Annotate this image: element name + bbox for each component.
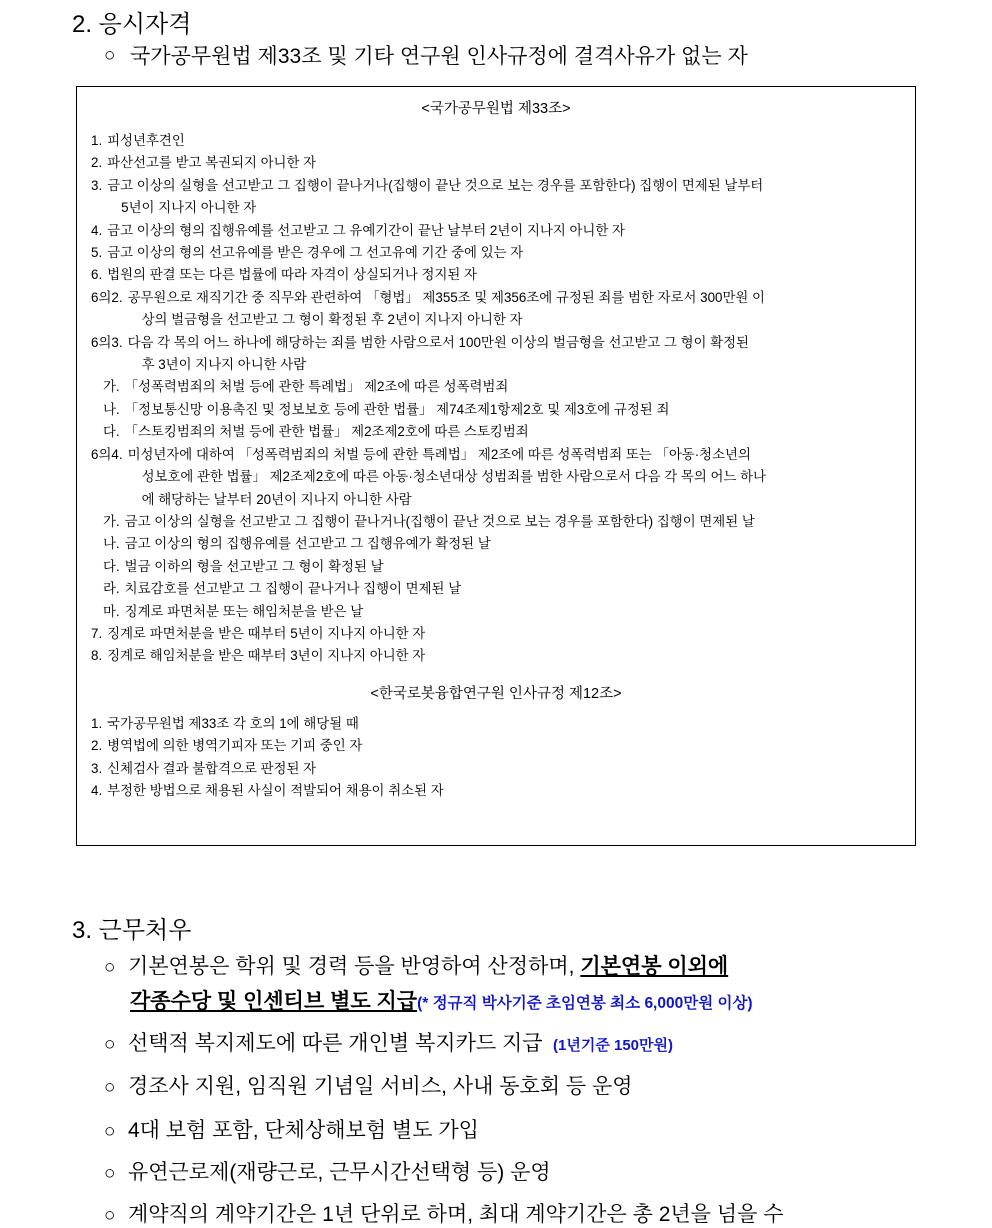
law-item bbox=[91, 220, 901, 242]
law-item-number: 4. bbox=[91, 782, 103, 798]
treatment-item-3-text: 경조사 지원, 임직원 기념일 서비스, 사내 동호회 등 운영 bbox=[127, 1075, 633, 1098]
law-item-text: 「정보통신망 이용촉진 및 정보보호 등에 관한 법률」 제74조제1항제2호 및 제3호에 규정된 죄 bbox=[124, 401, 670, 417]
law-item bbox=[91, 242, 901, 264]
law-item-text: 국가공무원법 제33조 각 호의 1에 해당될 때 bbox=[107, 715, 359, 731]
law-item-number: 1. bbox=[91, 715, 103, 731]
law-item-continuation: 상의 벌금형을 선고받고 그 형이 확정된 후 2년이 지나지 아니한 자 bbox=[141, 312, 523, 328]
treatment-item-1-line2 bbox=[130, 985, 753, 1015]
treatment-item-2-text: 선택적 복지제도에 따른 개인별 복지카드 지급 bbox=[127, 1032, 543, 1055]
law-item-number: 라. bbox=[103, 581, 120, 597]
law-item-text: 피성년후견인 bbox=[107, 133, 185, 148]
law-item-number: 6의4. bbox=[91, 446, 123, 462]
law-item-number: 6의3. bbox=[91, 334, 123, 350]
law-item-number: 8. bbox=[91, 648, 103, 664]
law-item-text: 「스토킹범죄의 처벌 등에 관한 법률」 제2조제2호에 따른 스토킹범죄 bbox=[124, 424, 529, 440]
law-item-text bbox=[128, 332, 901, 377]
law-item-text: 병역법에 의한 병역기피자 또는 기피 중인 자 bbox=[107, 738, 363, 754]
law-item-continuation-2: 에 해당하는 날부터 20년이 지나지 아니한 사람 bbox=[141, 491, 412, 507]
bullet-circle-icon: ○ bbox=[104, 45, 116, 66]
treatment-item-4 bbox=[104, 1114, 479, 1144]
bullet-circle-icon: ○ bbox=[104, 1163, 116, 1184]
law-item bbox=[91, 376, 901, 398]
law-item bbox=[91, 130, 901, 152]
law-item-continuation: 성보호에 관한 법률」 제2조제2호에 따른 아동·청소년대상 성범죄를 범한 사람으로서 다음 각 목의 어느 하나 bbox=[141, 469, 766, 485]
law-item-number: 가. bbox=[103, 379, 120, 395]
law-item-text: 치료감호를 선고받고 그 집행이 끝나거나 집행이 면제된 날 bbox=[124, 581, 462, 597]
law-item-text: 「성폭력범죄의 처벌 등에 관한 특례법」 제2조에 따른 성폭력범죄 bbox=[124, 379, 509, 395]
qualification-bullet-text: 국가공무원법 제33조 및 기타 연구원 인사규정에 결격사유가 없는 자 bbox=[130, 45, 748, 68]
law-item bbox=[91, 556, 901, 578]
law-item bbox=[91, 713, 901, 735]
law-item-number: 4. bbox=[91, 222, 103, 238]
law-box-title-1: <국가공무원법 제33조> bbox=[421, 101, 571, 117]
law-item-number: 마. bbox=[103, 603, 120, 619]
bullet-circle-icon: ○ bbox=[104, 1205, 116, 1226]
law-item-text bbox=[107, 175, 901, 220]
law-item bbox=[91, 601, 901, 623]
law-item-text: 신체검사 결과 불합격으로 판정된 자 bbox=[107, 760, 317, 776]
law-item bbox=[91, 511, 901, 533]
law-reference-box bbox=[76, 86, 916, 846]
law-item-number: 나. bbox=[103, 536, 120, 552]
law-item-number: 2. bbox=[91, 738, 103, 754]
law-item bbox=[91, 264, 901, 286]
treatment-item-1-bold: 기본연봉 이외에 bbox=[580, 955, 729, 978]
law-item bbox=[91, 780, 901, 802]
law-item-number: 6의2. bbox=[91, 289, 123, 305]
law-item-number: 1. bbox=[91, 133, 103, 148]
bullet-circle-icon: ○ bbox=[104, 957, 116, 978]
law-item bbox=[91, 399, 901, 421]
law-item-number: 6. bbox=[91, 267, 103, 283]
law-box-title-2: <한국로봇융합연구원 인사규정 제12조> bbox=[370, 685, 622, 702]
law-item-text: 징계로 파면처분 또는 해임처분을 받은 날 bbox=[124, 603, 364, 619]
law-item bbox=[91, 444, 901, 511]
law-item-text: 징계로 해임처분을 받은 때부터 3년이 지나지 아니한 자 bbox=[107, 648, 426, 664]
bullet-circle-icon: ○ bbox=[104, 1077, 116, 1098]
law-item bbox=[91, 421, 901, 443]
section-heading-treatment: 3. 근무처우 bbox=[72, 917, 192, 944]
law-item bbox=[91, 533, 901, 555]
law-item-text: 금고 이상의 형의 집행유예를 선고받고 그 집행유예가 확정된 날 bbox=[124, 536, 491, 552]
law-item-number: 다. bbox=[103, 424, 120, 440]
law-item-line: 미성년자에 대하여 「성폭력범죄의 처벌 등에 관한 특례법」 제2조에 따른 성폭력범죄 또는 「아동·청소년의 bbox=[127, 446, 751, 462]
treatment-item-5-text: 유연근로제(재량근로, 근무시간선택형 등) 운영 bbox=[127, 1161, 551, 1184]
law-item-number: 7. bbox=[91, 625, 103, 641]
law-item-number: 3. bbox=[91, 177, 103, 193]
law-item-continuation: 5년이 지나지 아니한 자 bbox=[121, 200, 257, 216]
treatment-item-3 bbox=[104, 1070, 633, 1100]
law-item bbox=[91, 735, 901, 757]
law-item bbox=[91, 578, 901, 600]
law-item-text: 법원의 판결 또는 다른 법률에 따라 자격이 상실되거나 정지된 자 bbox=[107, 267, 477, 283]
law-item-number: 3. bbox=[91, 760, 103, 776]
law-item-text: 금고 이상의 실형을 선고받고 그 집행이 끝나거나(집행이 끝난 것으로 보는 경우를 포함한다) 집행이 면제된 날 bbox=[124, 513, 755, 529]
law-item bbox=[91, 332, 901, 377]
law-item bbox=[91, 287, 901, 332]
law-item-text: 금고 이상의 형의 선고유예를 받은 경우에 그 선고유예 기간 중에 있는 자 bbox=[107, 245, 524, 261]
law-item-number: 다. bbox=[103, 558, 120, 574]
treatment-item-4-text: 4대 보험 포함, 단체상해보험 별도 가입 bbox=[127, 1119, 479, 1142]
section-heading-qualification: 2. 응시자격 bbox=[72, 11, 192, 38]
law-item-continuation: 후 3년이 지나지 아니한 사람 bbox=[141, 357, 307, 373]
law-item-text: 금고 이상의 형의 집행유예를 선고받고 그 유예기간이 끝난 날부터 2년이 지나지 아니한 자 bbox=[107, 222, 625, 238]
treatment-item-1 bbox=[104, 950, 728, 980]
law-item bbox=[91, 175, 901, 220]
law-item bbox=[91, 623, 901, 645]
treatment-item-1-plain: 기본연봉은 학위 및 경력 등을 반영하여 산정하며, bbox=[127, 955, 581, 978]
treatment-item-5 bbox=[104, 1156, 551, 1186]
law-item-line: 공무원으로 재직기간 중 직무와 관련하여 「형법」 제355조 및 제356조에 규정된 죄를 범한 자로서 300만원 이 bbox=[127, 289, 765, 305]
law-item bbox=[91, 152, 901, 174]
law-item-text: 징계로 파면처분을 받은 때부터 5년이 지나지 아니한 자 bbox=[107, 625, 426, 641]
law-item-text bbox=[128, 444, 901, 511]
treatment-item-2-note: (1년기준 150만원) bbox=[553, 1037, 673, 1054]
law-item-number: 가. bbox=[103, 513, 120, 529]
law-item-line: 다음 각 목의 어느 하나에 해당하는 죄를 범한 사람으로서 100만원 이상의 벌금형을 선고받고 그 형이 확정된 bbox=[127, 334, 749, 350]
bullet-circle-icon: ○ bbox=[104, 1034, 116, 1055]
law-item-text bbox=[128, 287, 901, 332]
treatment-item-6 bbox=[104, 1198, 783, 1228]
law-item-number: 나. bbox=[103, 401, 120, 417]
law-item-text: 파산선고를 받고 복권되지 아니한 자 bbox=[107, 155, 317, 171]
qualification-bullet bbox=[104, 42, 748, 72]
treatment-item-2 bbox=[104, 1027, 673, 1057]
treatment-item-6-text: 계약직의 계약기간은 1년 단위로 하며, 최대 계약기간은 총 2년을 넘을 수 bbox=[127, 1203, 784, 1226]
law-item-number: 5. bbox=[91, 245, 103, 261]
law-list-2 bbox=[77, 713, 915, 803]
law-item-text: 벌금 이하의 형을 선고받고 그 형이 확정된 날 bbox=[124, 558, 384, 574]
law-item-text: 부정한 방법으로 채용된 사실이 적발되어 채용이 취소된 자 bbox=[107, 782, 444, 798]
law-item-line: 금고 이상의 실형을 선고받고 그 집행이 끝나거나(집행이 끝난 것으로 보는 경우를 포함한다) 집행이 면제된 날부터 bbox=[107, 177, 764, 193]
law-item-number: 2. bbox=[91, 155, 103, 171]
law-item bbox=[91, 645, 901, 667]
bullet-circle-icon: ○ bbox=[104, 1121, 116, 1142]
law-item bbox=[91, 758, 901, 780]
treatment-item-1-bold-2: 각종수당 및 인센티브 별도 지급 bbox=[130, 990, 418, 1013]
law-list-1 bbox=[77, 130, 915, 668]
treatment-item-1-note: (* 정규직 박사기준 초임연봉 최소 6,000만원 이상) bbox=[417, 995, 753, 1012]
